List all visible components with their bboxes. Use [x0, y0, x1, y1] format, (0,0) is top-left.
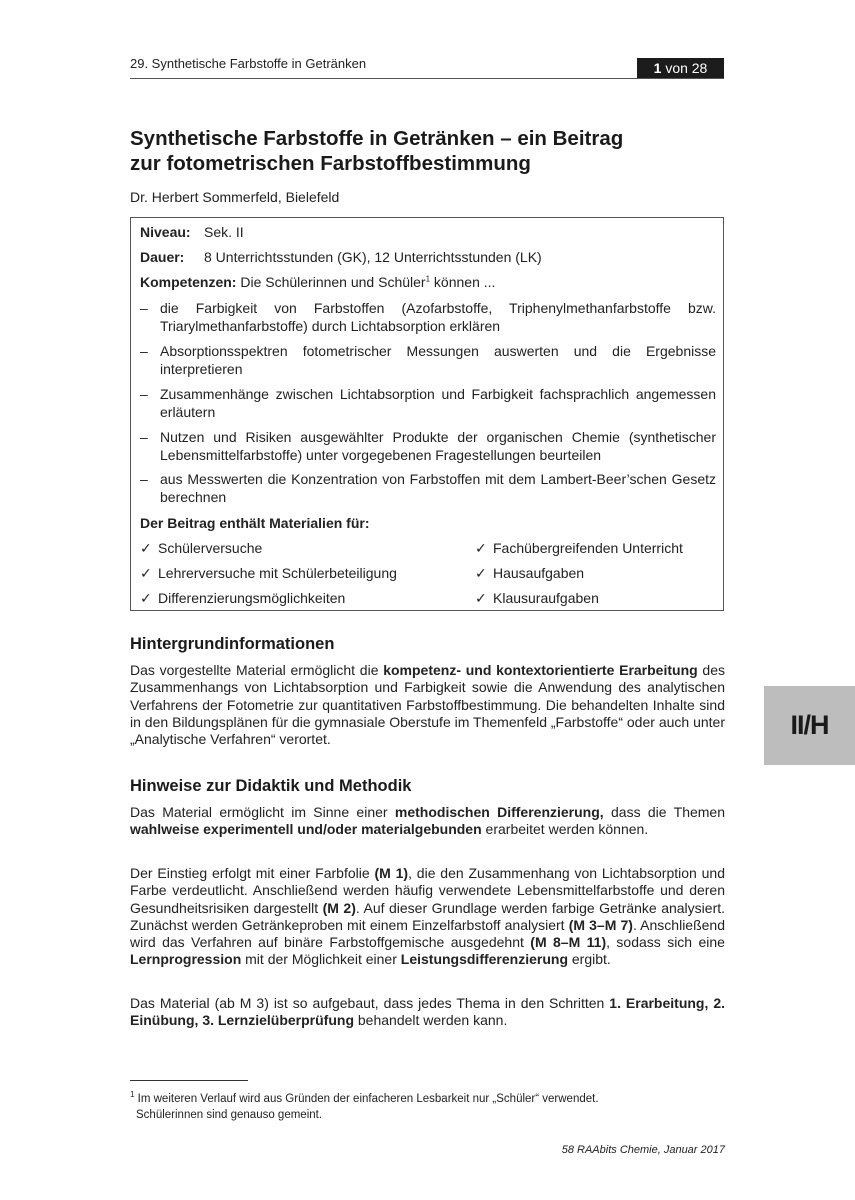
paragraph-didactics-3: Das Material (ab M 3) ist so aufgebaut, dass jedes Thema in den Schritten 1. Erarbeitung, 2. Einübung, 3. Lernzielüberprüfung behandelt werden kann. [130, 995, 726, 1029]
footer-source: 58 RAAbits Chemie, Januar 2017 [561, 1144, 725, 1156]
dauer-value: 8 Unterrichtsstunden (GK), 12 Unterrichtsstunden (LK) [204, 249, 542, 265]
competency-item: – Nutzen und Risiken ausgewählter Produkte der organischen Chemie (synthetischer Lebensmittelfarbstoffe) unter vorgegebenen Fragestellungen beurteilen [140, 429, 716, 463]
materials-heading: Der Beitrag enthält Materialien für: [140, 515, 370, 531]
footnote-rule [130, 1080, 248, 1081]
header-rule [130, 78, 724, 79]
competency-item: – Zusammenhänge zwischen Lichtabsorption und Farbigkeit fachsprachlich angemessen erläutern [140, 386, 716, 420]
section-heading-didactics: Hinweise zur Didaktik und Methodik [130, 777, 412, 795]
kompetenzen-tail: können ... [430, 274, 496, 290]
competency-item: – Absorptionsspektren fotometrischer Messungen auswerten und die Ergebnisse interpretieren [140, 343, 716, 377]
material-item: ✓ Differenzierungsmöglichkeiten [140, 590, 346, 606]
paragraph-didactics-1: Das Material ermöglicht im Sinne einer methodischen Differenzierung, dass die Themen wahlweise experimentell und/oder materialgebunden erarbeitet werden können. [130, 804, 726, 838]
document-title [130, 126, 730, 176]
material-item: ✓ Schülerversuche [140, 540, 263, 556]
kompetenzen-row [140, 274, 495, 291]
title-line-2: zur fotometrischen Farbstoffbestimmung [130, 152, 531, 175]
section-heading-background: Hintergrundinformationen [130, 635, 335, 653]
checkmark-icon: ✓ [475, 540, 487, 556]
footnote-ref: 1 [425, 274, 431, 284]
paragraph-background: Das vorgestellte Material ermöglicht die kompetenz- und kontextorientierte Erarbeitung des Zusammenhangs von Lichtabsorption und Farbigkeit sowie die Anwendung des analytischen Verfahrens der Fotometrie zur quantitativen Farbstoffbestimmung. Die behandelten Inhalte sind in den Bildungsplänen für die gymnasiale Oberstufe im Themenfeld „Farbstoffe“ oder auch unter „Analytische Verfahren“ verortet. [130, 662, 725, 748]
kompetenzen-label: Kompetenzen: [140, 274, 237, 290]
section-tab-marker: II/H [764, 686, 855, 765]
niveau-label: Niveau: [140, 224, 191, 240]
material-item: ✓ Klausuraufgaben [475, 590, 599, 606]
checkmark-icon: ✓ [475, 590, 487, 606]
dash-icon: – [140, 386, 148, 402]
kompetenzen-intro: Die Schülerinnen und Schüler [240, 274, 426, 290]
page-number-badge [637, 58, 724, 78]
overview-box [130, 217, 724, 611]
dash-icon: – [140, 471, 148, 487]
niveau-row [140, 224, 244, 241]
niveau-value: Sek. II [204, 224, 244, 240]
footnote-marker: 1 [130, 1090, 135, 1099]
checkmark-icon: ✓ [475, 565, 487, 581]
material-item: ✓ Hausaufgaben [475, 565, 585, 581]
checkmark-icon: ✓ [140, 590, 152, 606]
dauer-label: Dauer: [140, 249, 185, 265]
checkmark-icon: ✓ [140, 565, 152, 581]
dauer-row [140, 249, 542, 266]
paragraph-didactics-2: Der Einstieg erfolgt mit einer Farbfolie (M 1), die den Zusammenhang von Lichtabsorption und Farbe verdeutlicht. Anschließend werden häufig verwendete Lebensmittelfarbstoffe und deren Gesundheitsrisiken dargestellt (M 2). Auf dieser Grundlage werden farbige Getränke analysiert. Zunächst werden Getränkeproben mit einem Einzelfarbstoff analysiert (M 3–M 7). Anschließend wird das Verfahren auf binäre Farbstoffgemische ausgedehnt (M 8–M 11), sodass sich eine Lernprogression mit der Möglichkeit einer Leistungsdifferenzierung ergibt. [130, 865, 726, 968]
material-item: ✓ Lehrerversuche mit Schülerbeteiligung [140, 565, 397, 581]
competency-item: – die Farbigkeit von Farbstoffen (Azofarbstoffe, Triphenylmethanfarbstoffe bzw. Triarylmethanfarbstoffe) durch Lichtabsorption erklären [140, 300, 716, 334]
dash-icon: – [140, 429, 148, 445]
competency-item: – aus Messwerten die Konzentration von Farbstoffen mit dem Lambert-Beer’schen Gesetz berechnen [140, 471, 716, 505]
footnote: $^1$ Im weiteren Verlauf wird aus Gründen der einfacheren Lesbarkeit nur „Schüler“ verwendet. Schülerinnen sind genauso gemeint. [130, 1090, 599, 1121]
author: Dr. Herbert Sommerfeld, Bielefeld [130, 189, 340, 205]
title-line-1: Synthetische Farbstoffe in Getränken – ein Beitrag [130, 127, 624, 150]
dash-icon: – [140, 343, 148, 359]
dash-icon: – [140, 300, 148, 316]
page-number: 1 [653, 60, 662, 76]
checkmark-icon: ✓ [140, 540, 152, 556]
page-total: von 28 [665, 60, 708, 76]
running-header-title: 29. Synthetische Farbstoffe in Getränken [130, 56, 367, 71]
material-item: ✓ Fachübergreifenden Unterricht [475, 540, 683, 556]
